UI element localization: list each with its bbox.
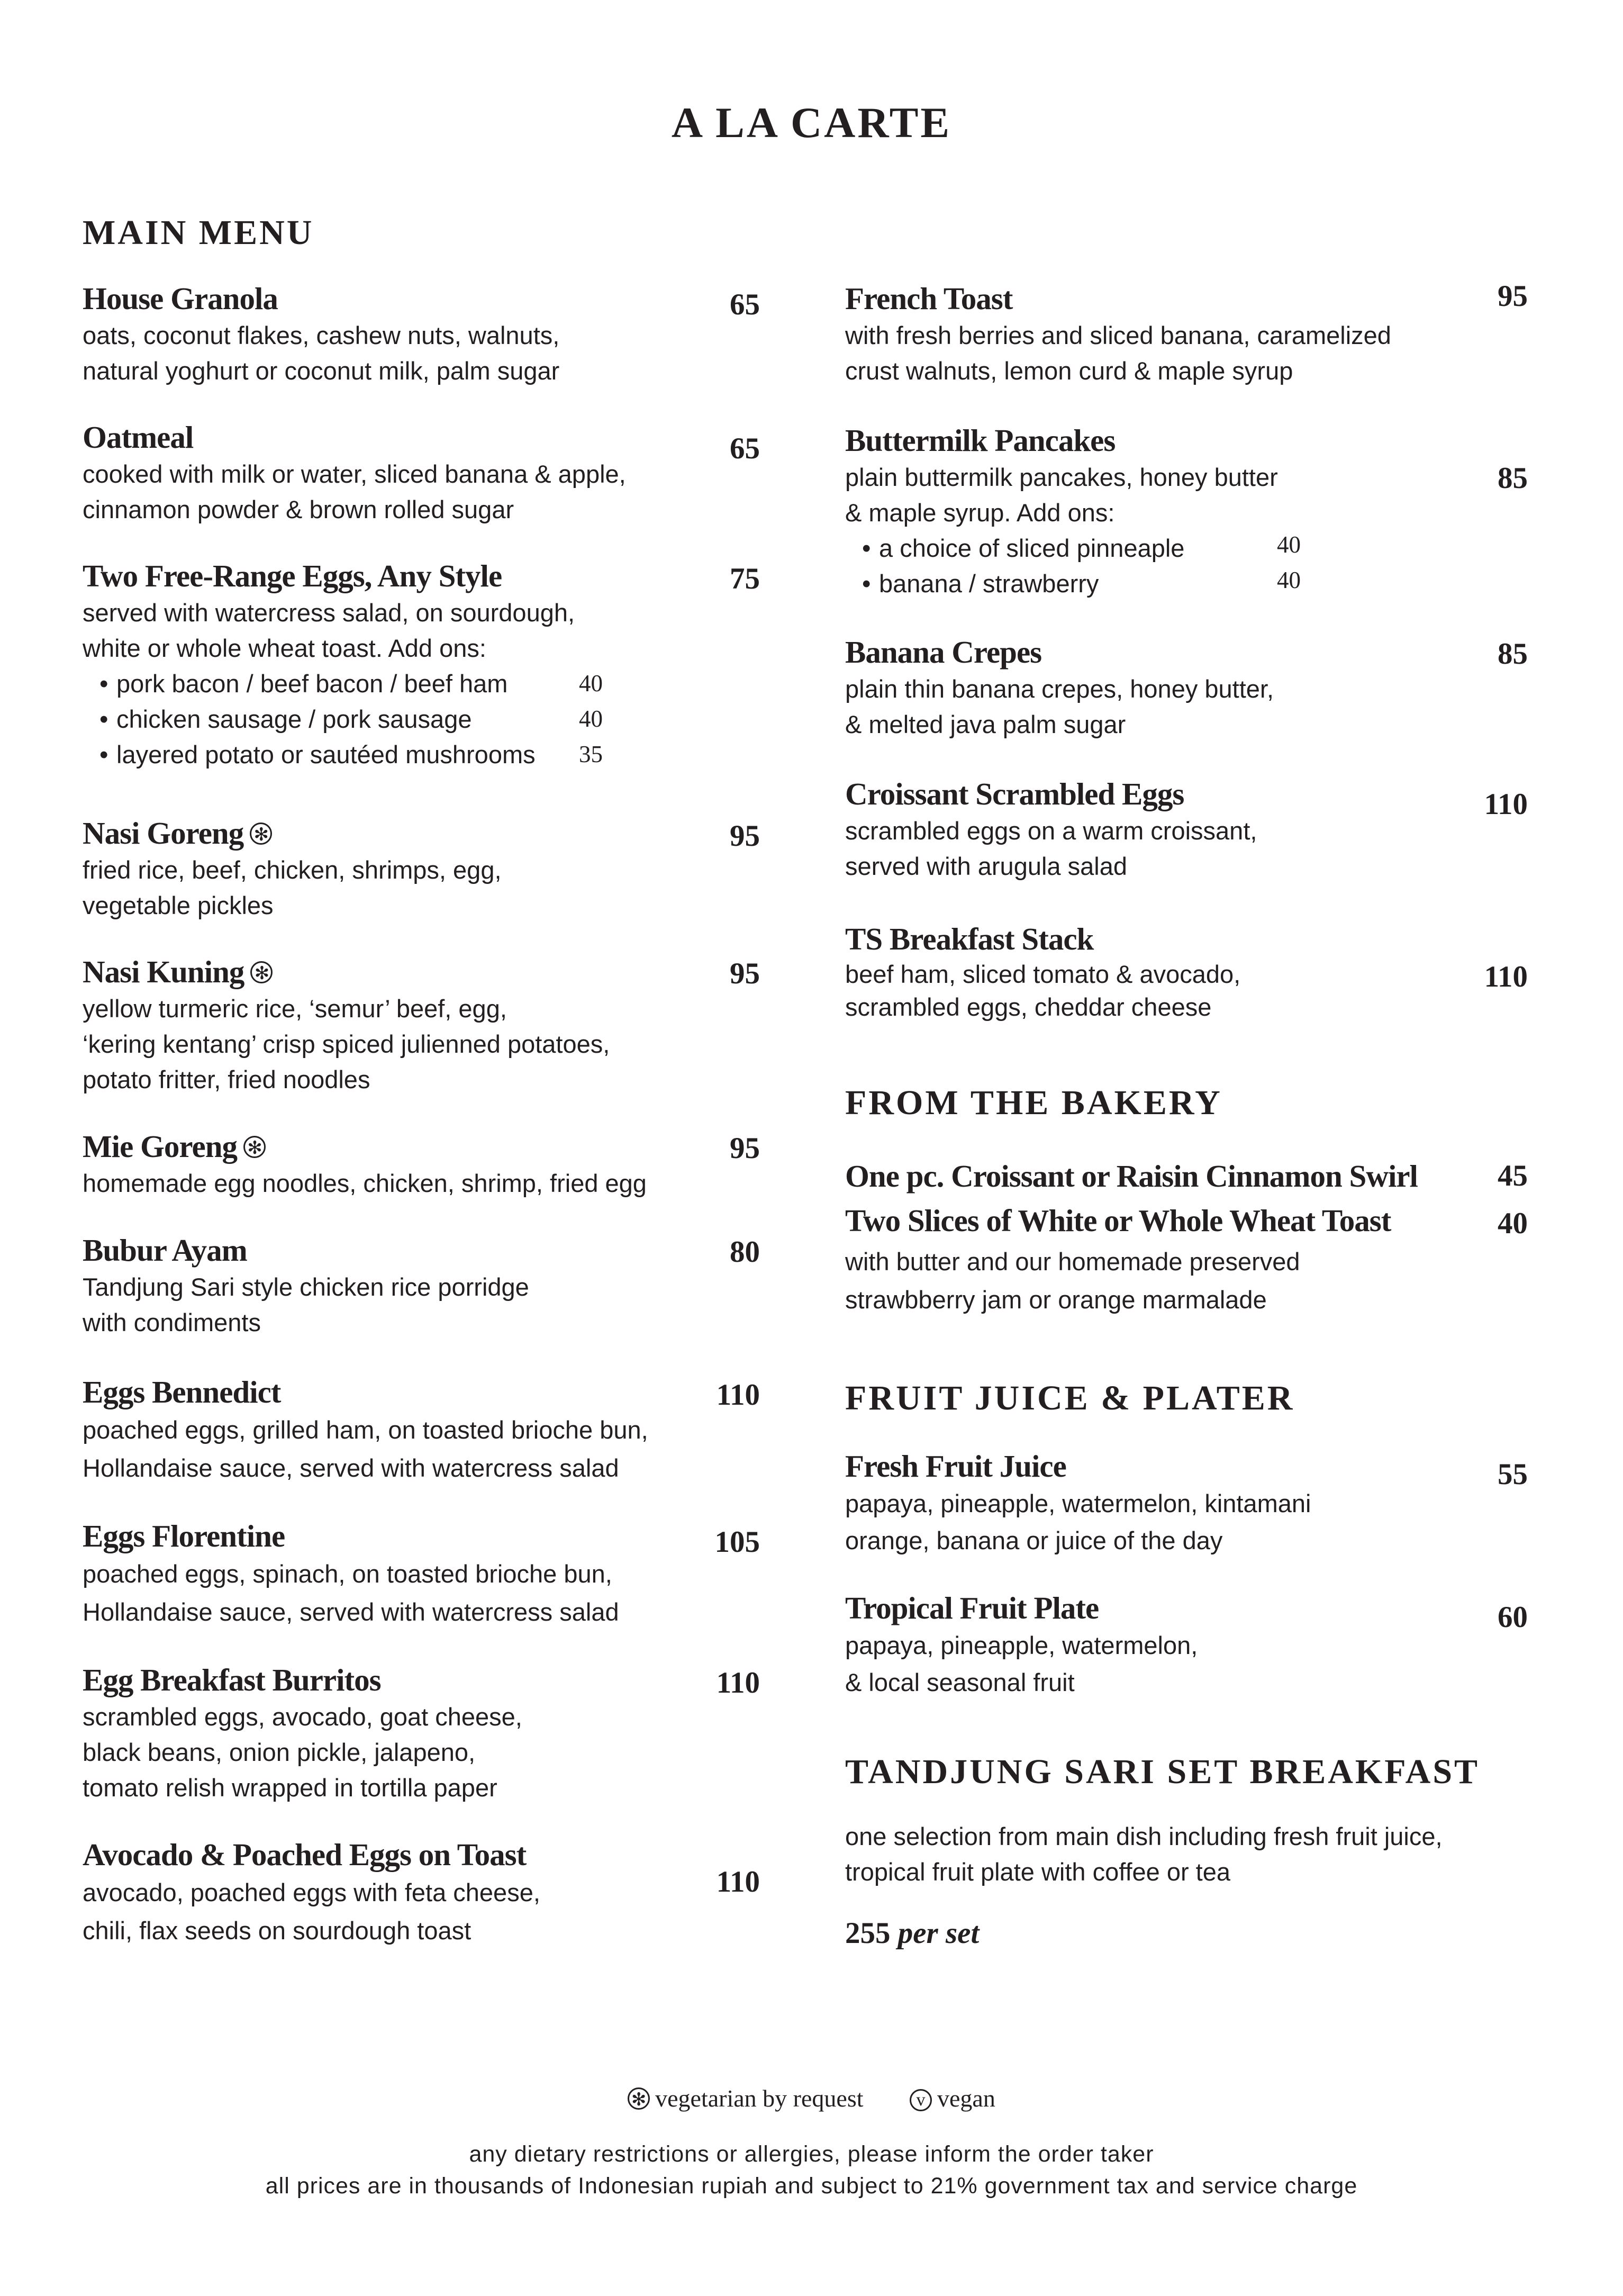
item-price: 95 [1498, 279, 1528, 313]
addon-item [862, 530, 1528, 566]
addon-label: chicken sausage / pork sausage [116, 705, 472, 733]
bakery-item-toast [845, 1201, 1528, 1319]
item-name: Eggs Florentine [83, 1518, 285, 1553]
item-desc: black beans, onion pickle, jalapeno, [83, 1738, 476, 1766]
item-name: Fresh Fruit Juice [845, 1449, 1066, 1484]
item-name: House Granola [83, 281, 278, 316]
item-desc: one selection from main dish including fresh fruit juice, [845, 1822, 1443, 1850]
item-name: Egg Breakfast Burritos [83, 1662, 381, 1697]
menu-item-egg-burritos [83, 1661, 760, 1805]
item-desc: served with watercress salad, on sourdough, [83, 599, 575, 627]
menu-item-house-granola [83, 279, 760, 388]
item-desc: tropical fruit plate with coffee or tea [845, 1858, 1231, 1886]
item-desc: & melted java palm sugar [845, 710, 1126, 738]
item-desc: with fresh berries and sliced banana, caramelized [845, 321, 1391, 349]
menu-item-two-eggs [83, 557, 760, 772]
menu-item-eggs-florentine [83, 1517, 760, 1631]
item-desc: cinnamon powder & brown rolled sugar [83, 495, 514, 523]
item-name: French Toast [845, 281, 1013, 316]
item-desc: ‘kering kentang’ crisp spiced julienned potatoes, [83, 1030, 610, 1058]
item-desc: plain buttermilk pancakes, honey butter [845, 463, 1278, 491]
item-desc: yellow turmeric rice, ‘semur’ beef, egg, [83, 995, 507, 1023]
menu-item-croissant-scrambled-eggs [845, 775, 1528, 884]
set-price-value: 255 [845, 1917, 891, 1950]
set-breakfast-price [845, 1916, 979, 1950]
item-name: Eggs Bennedict [83, 1375, 281, 1409]
set-price-unit: per set [897, 1917, 980, 1950]
item-desc: chili, flax seeds on sourdough toast [83, 1917, 472, 1945]
legend [0, 2084, 1623, 2112]
item-desc: tomato relish wrapped in tortilla paper [83, 1774, 497, 1802]
addon-label: pork bacon / beef bacon / beef ham [116, 670, 508, 698]
addon-price: 40 [579, 670, 603, 697]
bakery-item-croissant [845, 1157, 1528, 1195]
item-price: 40 [1498, 1207, 1528, 1240]
set-breakfast-desc [845, 1819, 1528, 1890]
item-desc: plain thin banana crepes, honey butter, [845, 675, 1274, 703]
legend-vegetarian-label: vegetarian by request [655, 2085, 864, 2112]
item-price: 110 [716, 1666, 760, 1700]
item-desc: avocado, poached eggs with feta cheese, [83, 1878, 540, 1906]
item-desc: poached eggs, grilled ham, on toasted brioche bun, [83, 1416, 648, 1444]
menu-item-french-toast [845, 279, 1528, 388]
item-name [83, 814, 760, 852]
item-name: Two Free-Range Eggs, Any Style [83, 558, 502, 593]
item-name [83, 1127, 760, 1165]
item-name-text: Mie Goreng [83, 1129, 238, 1164]
menu-item-buttermilk-pancakes [845, 421, 1528, 601]
item-name-text: Nasi Kuning [83, 954, 244, 989]
item-price: 80 [730, 1235, 760, 1269]
item-name-text: Nasi Goreng [83, 816, 244, 851]
addon-price: 40 [1277, 531, 1301, 558]
item-name: Bubur Ayam [83, 1233, 247, 1268]
item-desc: scrambled eggs on a warm croissant, [845, 817, 1257, 845]
menu-item-banana-crepes [845, 633, 1528, 742]
item-desc: Hollandaise sauce, served with watercress salad [83, 1454, 619, 1482]
item-desc: potato fritter, fried noodles [83, 1065, 370, 1093]
item-name: TS Breakfast Stack [845, 921, 1094, 956]
item-desc: cooked with milk or water, sliced banana & apple, [83, 460, 626, 488]
legend-vegan-label: vegan [937, 2085, 995, 2112]
item-desc: natural yoghurt or coconut milk, palm sugar [83, 357, 560, 385]
vegetarian-icon: ✻ [250, 822, 272, 845]
item-price: 85 [1498, 462, 1528, 495]
item-price: 110 [1484, 960, 1528, 993]
item-price: 95 [730, 1132, 760, 1165]
item-desc: papaya, pineapple, watermelon, [845, 1631, 1198, 1659]
item-price: 95 [730, 957, 760, 990]
addon-item [99, 666, 760, 701]
item-desc: homemade egg noodles, chicken, shrimp, fried egg [83, 1169, 647, 1197]
item-desc: & maple syrup. Add ons: [845, 499, 1115, 527]
item-name: Buttermilk Pancakes [845, 423, 1116, 458]
addon-price: 35 [579, 741, 603, 767]
set-breakfast-heading: TANDJUNG SARI SET BREAKFAST [845, 1752, 1480, 1791]
item-price: 55 [1498, 1458, 1528, 1491]
item-name: Oatmeal [83, 420, 194, 455]
item-desc: oats, coconut flakes, cashew nuts, walnuts, [83, 321, 560, 349]
menu-item-nasi-kuning [83, 953, 760, 1097]
item-price: 110 [1484, 788, 1528, 821]
item-price: 85 [1498, 637, 1528, 671]
legend-vegan [910, 2084, 995, 2112]
item-price: 95 [730, 819, 760, 853]
legend-vegetarian [628, 2084, 863, 2112]
vegan-icon: v [910, 2089, 932, 2111]
item-name: One pc. Croissant or Raisin Cinnamon Swirl [845, 1159, 1418, 1194]
menu-item-bubur-ayam [83, 1231, 760, 1340]
menu-item-eggs-bennedict [83, 1373, 760, 1487]
item-price: 65 [730, 288, 760, 321]
item-desc: poached eggs, spinach, on toasted brioche bun, [83, 1560, 612, 1588]
item-desc: orange, banana or juice of the day [845, 1526, 1223, 1554]
addon-price: 40 [579, 706, 603, 732]
menu-item-mie-goreng [83, 1127, 760, 1201]
item-desc: with condiments [83, 1308, 261, 1336]
fruit-heading: FRUIT JUICE & PLATER [845, 1379, 1295, 1417]
item-desc: strawbberry jam or orange marmalade [845, 1286, 1267, 1314]
item-desc: scrambled eggs, avocado, goat cheese, [83, 1703, 522, 1731]
item-price: 45 [1498, 1159, 1528, 1192]
item-price: 75 [730, 562, 760, 595]
item-price: 60 [1498, 1601, 1528, 1634]
item-desc: & local seasonal fruit [845, 1668, 1075, 1696]
item-desc: Tandjung Sari style chicken rice porridge [83, 1273, 529, 1301]
menu-item-avocado-toast [83, 1836, 760, 1950]
item-name [83, 953, 760, 991]
addon-label: a choice of sliced pinneaple [879, 534, 1185, 562]
item-desc: served with arugula salad [845, 852, 1127, 880]
footer-allergy-note: any dietary restrictions or allergies, please inform the order taker [469, 2141, 1154, 2167]
item-name: Avocado & Poached Eggs on Toast [83, 1837, 527, 1872]
item-name: Croissant Scrambled Eggs [845, 776, 1184, 811]
fruit-item-juice [845, 1447, 1528, 1559]
item-desc: vegetable pickles [83, 891, 274, 919]
item-price: 110 [716, 1378, 760, 1412]
vegetarian-icon: ✻ [250, 961, 273, 983]
menu-item-oatmeal [83, 418, 760, 527]
addon-item [99, 701, 760, 737]
item-name: Two Slices of White or Whole Wheat Toast [845, 1203, 1391, 1238]
addon-item [99, 737, 760, 772]
page-title: A LA CARTE [671, 98, 952, 147]
addon-label: layered potato or sautéed mushrooms [116, 740, 536, 769]
main-menu-heading: MAIN MENU [83, 213, 314, 252]
menu-item-nasi-goreng [83, 814, 760, 923]
addon-item [862, 566, 1528, 601]
footer-tax-note: all prices are in thousands of Indonesian rupiah and subject to 21% government tax and service charge [265, 2173, 1358, 2199]
vegetarian-icon: ✻ [628, 2087, 650, 2110]
item-name: Banana Crepes [845, 635, 1042, 670]
item-desc: papaya, pineapple, watermelon, kintamani [845, 1489, 1311, 1517]
item-desc: beef ham, sliced tomato & avocado, [845, 960, 1241, 988]
item-price: 110 [716, 1865, 760, 1899]
item-desc: crust walnuts, lemon curd & maple syrup [845, 357, 1293, 385]
item-desc: with butter and our homemade preserved [845, 1248, 1300, 1276]
addon-label: banana / strawberry [879, 570, 1099, 598]
item-desc: Hollandaise sauce, served with watercress salad [83, 1598, 619, 1626]
item-price: 65 [730, 432, 760, 465]
item-price: 105 [714, 1525, 760, 1559]
bakery-heading: FROM THE BAKERY [845, 1083, 1222, 1122]
item-desc: fried rice, beef, chicken, shrimps, egg, [83, 856, 502, 884]
addon-price: 40 [1277, 567, 1301, 593]
item-desc: scrambled eggs, cheddar cheese [845, 993, 1212, 1021]
item-desc: white or whole wheat toast. Add ons: [83, 634, 486, 662]
vegetarian-icon: ✻ [243, 1136, 266, 1158]
fruit-item-plate [845, 1589, 1528, 1701]
menu-item-ts-breakfast-stack [845, 920, 1528, 1024]
item-name: Tropical Fruit Plate [845, 1590, 1099, 1625]
